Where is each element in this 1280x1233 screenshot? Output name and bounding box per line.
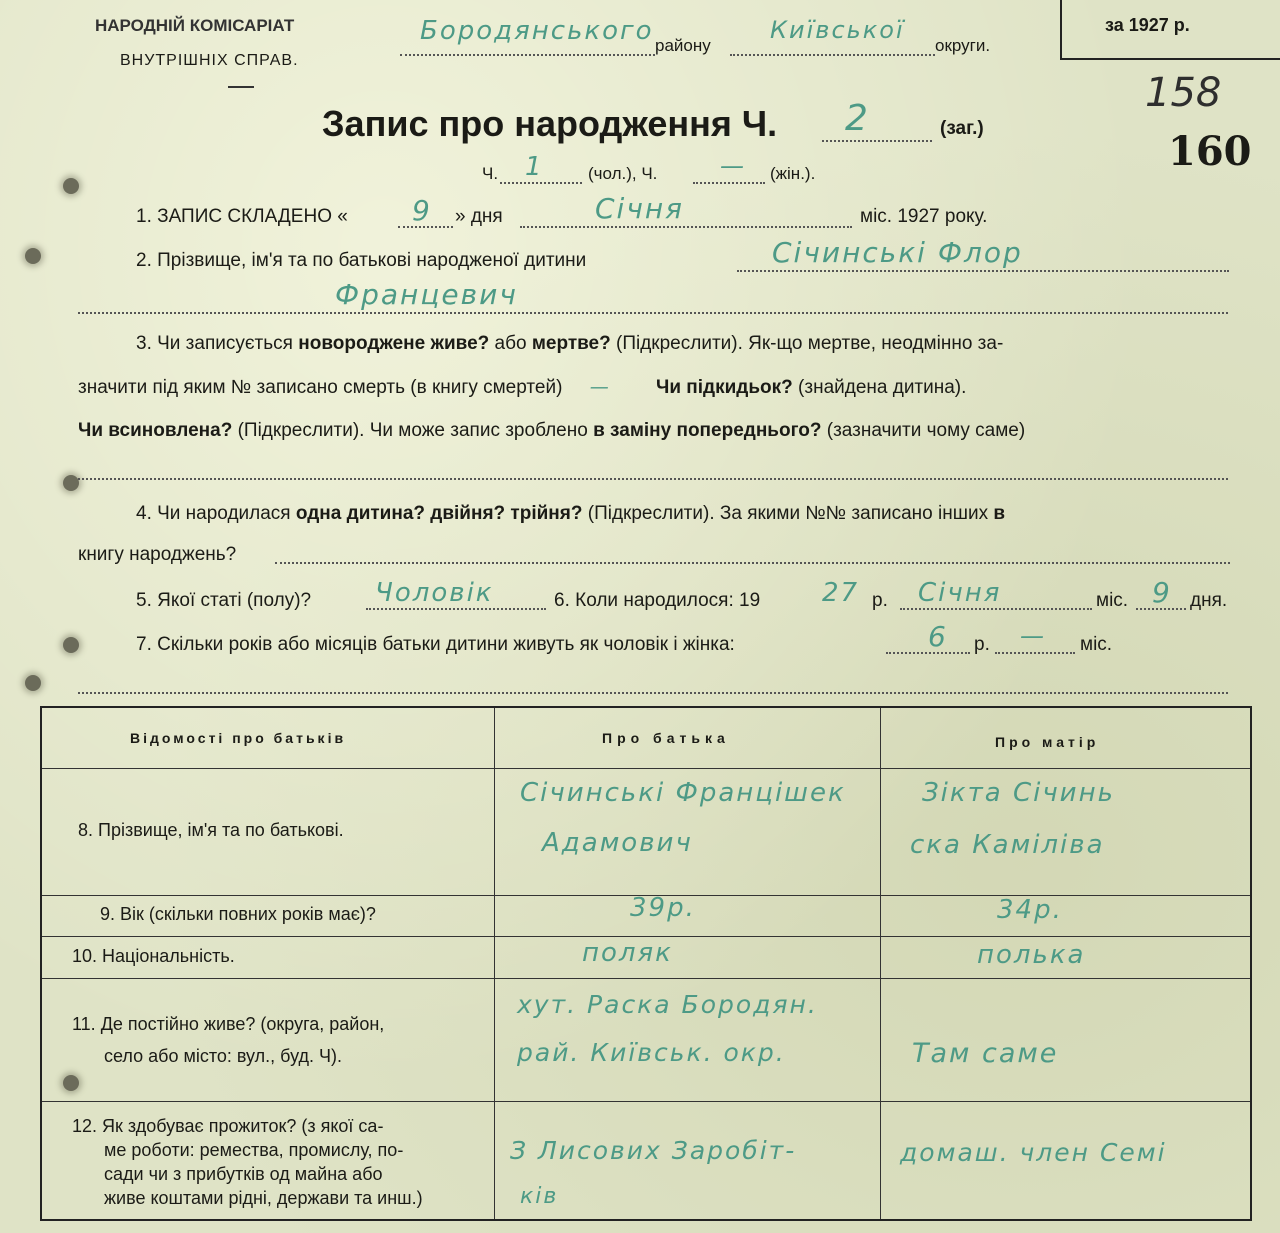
table-divider (880, 708, 881, 1219)
q5-dots (366, 608, 546, 610)
row8-mother2: ска Каміліва (910, 830, 1105, 860)
q3-line2 (78, 376, 966, 399)
q3-line3-a: Чи всиновлена? (78, 420, 233, 441)
q3-line1-b: новороджене живе? (298, 333, 490, 354)
punch-hole (63, 475, 79, 491)
row11-father2: рай. Київськ. окр. (517, 1038, 786, 1067)
parents-table (40, 706, 1252, 1221)
q1-month-dots (520, 226, 852, 228)
q3-dots (78, 478, 1228, 480)
table-divider (42, 768, 1250, 769)
q7-months-dots (995, 652, 1075, 654)
male-count: 1 (525, 152, 544, 182)
q7-months: — (1020, 622, 1046, 650)
q6-day: 9 (1152, 576, 1172, 609)
q1-mid: » дня (455, 206, 503, 227)
row12-label3: сади чи з прибутків од майна або (104, 1164, 383, 1184)
table-divider (494, 708, 495, 1219)
q1-day: 9 (412, 194, 432, 227)
row8-father1: Січинські Францішек (520, 778, 846, 808)
punch-hole (25, 675, 41, 691)
q3-line2-a: значити під яким № записано смерть (в книгу смертей) (78, 377, 563, 398)
row8-father2: Адамович (542, 828, 693, 858)
q7-dots2 (78, 692, 1228, 694)
year-box-text: за 1927 р. (1105, 15, 1190, 35)
q6-dnya: дня. (1190, 590, 1228, 611)
q3-line1-e: (Підкреслити). Як-що мертве, неодмінно за- (616, 333, 1004, 354)
q6-label: 6. Коли народилося: 19 (554, 590, 761, 611)
punch-hole (63, 637, 79, 653)
q7-mis: міс. (1080, 634, 1113, 655)
q4-line1-b: одна дитина? двійня? трійня? (295, 503, 583, 524)
q6-month-dots (900, 608, 1092, 610)
row11-label1: 11. Де постійно живе? (округа, район, (72, 1014, 385, 1034)
row12-father1: З Лисових Заробіт- (510, 1136, 797, 1165)
q2-value2: Францевич (335, 278, 518, 311)
q1-label: 1. ЗАПИС СКЛАДЕНО « (136, 206, 348, 227)
table-divider (42, 1101, 1250, 1102)
male-label: (чол.), Ч. (588, 164, 658, 183)
title-suffix: (заг.) (940, 118, 984, 139)
q7-years-dots (886, 652, 970, 654)
ministry-line2: ВНУТРІШНІХ СПРАВ. (120, 52, 299, 69)
title-number: 2 (845, 98, 870, 139)
q2-dots1 (737, 270, 1229, 272)
ministry-line1: НАРОДНІЙ КОМІСАРІАТ (95, 16, 295, 35)
ch-label: Ч. (482, 164, 499, 183)
q3-line2-c: (знайдена дитина). (798, 377, 967, 398)
female-dots (693, 182, 765, 184)
q2-value1: Січинські Флор (772, 236, 1023, 269)
q2-label: 2. Прізвище, ім'я та по батькові народженої дитини (136, 250, 587, 271)
row12-label4: живе коштами рідні, держави та инш.) (104, 1188, 423, 1208)
punch-hole (25, 248, 41, 264)
q4-line1-c: (Підкреслити). За якими №№ записано інших (587, 503, 989, 524)
row10-father: поляк (582, 938, 673, 968)
okruha-value: Київської (770, 16, 905, 44)
number-top: 158 (1145, 70, 1222, 116)
q3-line3-b: (Підкреслити). Чи може запис зроблено (237, 420, 588, 441)
okruha-dots (730, 54, 935, 56)
male-dots (500, 182, 582, 184)
q1-end: міс. 1927 року. (860, 206, 988, 227)
number-main: 160 (1168, 128, 1252, 175)
q3-line1 (136, 333, 1003, 355)
q4-line1-a: 4. Чи народилася (136, 503, 291, 524)
q1-day-dots (398, 226, 453, 228)
female-label: (жін.). (770, 164, 816, 183)
q7-r: р. (974, 634, 990, 655)
q3-line1-d: мертве? (531, 333, 611, 354)
row8-label: 8. Прізвище, ім'я та по батькові. (78, 820, 344, 840)
table-divider (42, 936, 1250, 937)
title-dots (822, 140, 932, 142)
row12-father2: ків (520, 1184, 559, 1209)
row11-father1: хут. Раска Бородян. (517, 990, 818, 1019)
q6-r: р. (872, 590, 888, 611)
q3-line2-dash: — (589, 376, 611, 398)
q4-line1-d: в (993, 503, 1006, 524)
q6-month: Січня (918, 578, 1002, 608)
col-header-info: Відомості про батьків (130, 730, 347, 746)
q1-month: Січня (595, 192, 685, 225)
row9-label: 9. Вік (скільки повних років має)? (100, 904, 376, 924)
q2-dots2 (78, 312, 1228, 314)
table-divider (42, 978, 1250, 979)
q6-year: 27 (822, 578, 860, 608)
col-header-mother: Про матір (995, 734, 1100, 750)
row11-mother: Там саме (912, 1038, 1059, 1069)
female-count: — (720, 152, 746, 180)
row9-mother: 34р. (997, 895, 1063, 925)
row10-mother: полька (977, 940, 1086, 970)
ministry-underline (228, 86, 254, 88)
q6-mis: міс. (1096, 590, 1129, 611)
q4-line2: книгу народжень? (78, 544, 237, 565)
q3-line1-a: 3. Чи записується (136, 333, 293, 354)
district-dots (400, 54, 655, 56)
district-label: району (655, 36, 711, 55)
row9-father: 39р. (630, 893, 696, 923)
row8-mother1: Зікта Січинь (922, 778, 1115, 808)
q3-line3-c: в заміну попереднього? (593, 420, 822, 441)
row12-label1: 12. Як здобуває прожиток? (з якої са- (72, 1116, 384, 1136)
q6-day-dots (1136, 608, 1186, 610)
punch-hole (63, 178, 79, 194)
q4-line1 (136, 503, 1005, 525)
okruha-label: округи. (935, 36, 991, 55)
q3-line3-d: (зазначити чому саме) (826, 420, 1026, 441)
q3-line1-c: або (494, 333, 527, 354)
q3-line2-b: Чи підкидьок? (655, 377, 793, 398)
col-header-father: Про батька (602, 730, 730, 746)
q7-years: 6 (928, 620, 948, 653)
q3-line3 (78, 420, 1025, 442)
district-value: Бородянського (420, 16, 654, 46)
page-title: Запис про народження Ч. (322, 103, 778, 144)
q4-dots (275, 562, 1230, 564)
row12-label2: ме роботи: ремества, промислу, по- (104, 1140, 404, 1160)
q7-label: 7. Скільки років або місяців батьки дитини живуть як чоловік і жінка: (136, 634, 735, 655)
q5-label: 5. Якої статі (полу)? (136, 590, 312, 611)
row12-mother: домаш. член Семі (900, 1138, 1167, 1167)
row10-label: 10. Національність. (72, 946, 235, 966)
q5-value: Чоловік (375, 578, 494, 608)
row11-label2: село або місто: вул., буд. Ч). (104, 1046, 342, 1066)
